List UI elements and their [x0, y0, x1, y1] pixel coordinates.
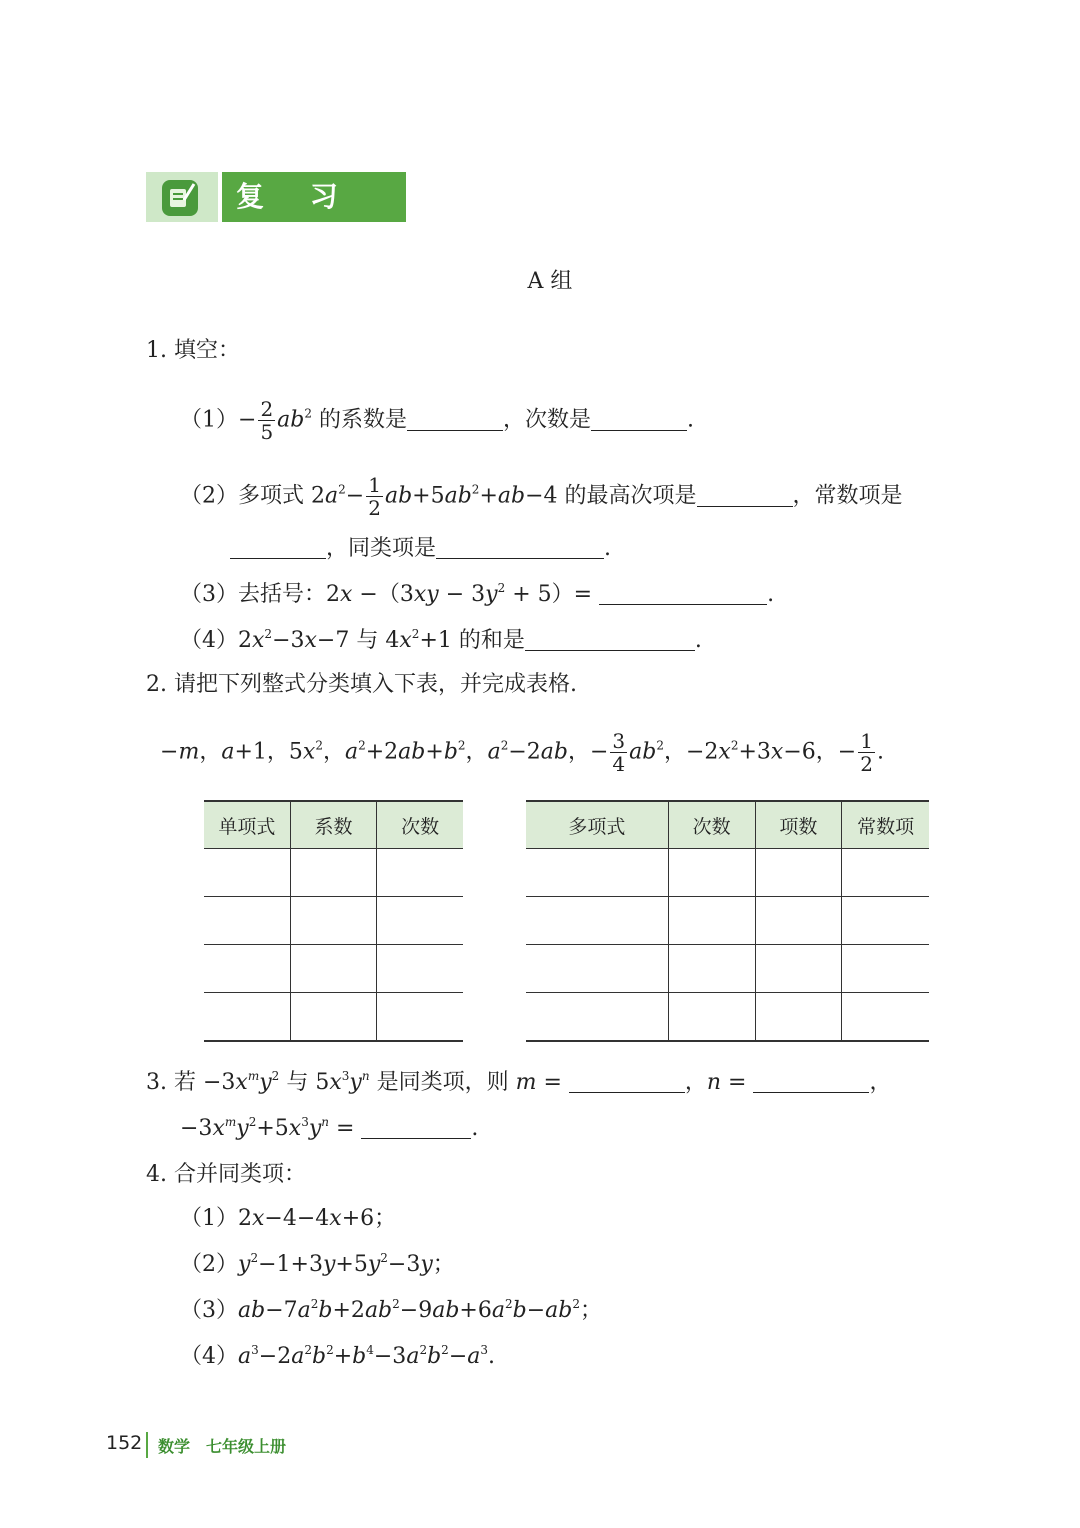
- monomial-table: [204, 800, 463, 1042]
- answer-blank[interactable]: [591, 408, 687, 431]
- q4-label: （3）: [180, 1298, 238, 1323]
- q2-expressions: −m，a+1，$5x^2$，$a^2+2ab+b^2$，$a^2-2ab$，− $\frac{3}{4}$ $ab^2$，$-2x^2+3x-6$，− $\frac{1}{2}$ .: [160, 729, 884, 776]
- q1-p2-sep2: ，同类项是: [326, 536, 437, 561]
- answer-blank[interactable]: [361, 1116, 471, 1139]
- q1-p1-label: （1）: [180, 407, 238, 433]
- q1-p3-lead: 去括号：: [238, 582, 327, 607]
- answer-blank[interactable]: [599, 582, 767, 605]
- q3-line2: $-3x^my^2+5x^3y^n$ = .: [180, 1115, 479, 1141]
- answer-blank[interactable]: [230, 536, 326, 559]
- q1-p2-end: .: [604, 536, 612, 561]
- answer-blank[interactable]: [569, 1070, 685, 1093]
- q1-p2-label: （2）: [180, 483, 238, 509]
- q1-p4-mid: 与: [356, 628, 379, 653]
- q1-part2: （2）多项式 $2a^2-$ $\frac{1}{2}$ $ab+5ab^2+ab-4$ 的最高次项是 ，常数项是: [180, 473, 903, 520]
- q1-part1: （1）− $\frac{2}{5}$ $ab^2$ 的系数是 ，次数是 .: [180, 397, 695, 444]
- q2-title: 2. 请把下列整式分类填入下表，并完成表格.: [146, 672, 577, 697]
- q4-part1: （1）2x−4−4x+6；: [180, 1206, 397, 1231]
- q1-title: 1. 填空：: [146, 338, 240, 363]
- q4-part2: $(2)y^2-1+3y+5y^2-3y$；: [180, 1251, 455, 1277]
- answer-blank[interactable]: [407, 408, 503, 431]
- q3-sep2: ，: [869, 1070, 892, 1095]
- q4-title: 4. 合并同类项：: [146, 1162, 306, 1187]
- q1-p4-tail: 的和是: [458, 628, 525, 653]
- table-header: 单项式: [204, 801, 290, 849]
- answer-blank[interactable]: [525, 628, 695, 651]
- answer-blank[interactable]: [436, 536, 604, 559]
- q1-p1-end: .: [687, 407, 695, 433]
- q1-part3: （3）去括号：$2x -(3xy - 3y^2 + 5)=$ .: [180, 581, 775, 607]
- q4-part4: $(4)a^3-2a^2b^2+b^4-3a^2b^2-a^3$.: [180, 1343, 496, 1369]
- q1-p4-end: .: [694, 628, 702, 653]
- q3-mid: 与: [286, 1070, 309, 1095]
- q1-p3-label: （3）: [180, 582, 238, 607]
- q1-p4-label: （4）: [180, 628, 238, 653]
- table-row: [526, 993, 929, 1042]
- q1-p1-text: 的系数是: [319, 407, 408, 433]
- q1-part4: $(4)2x^2-3x-7$ 与 $4x^2+1$ 的和是 .: [180, 627, 702, 653]
- table-row: [204, 993, 463, 1042]
- table-row: [526, 897, 929, 945]
- q1-p2-sep: ，常数项是: [792, 483, 903, 509]
- table-header: 次数: [377, 801, 463, 849]
- q1-p1-sep: ，次数是: [503, 407, 592, 433]
- table-header: 系数: [290, 801, 377, 849]
- table-row: [526, 849, 929, 897]
- table-header: 次数: [668, 801, 755, 849]
- answer-blank[interactable]: [753, 1070, 869, 1093]
- table-row: [204, 897, 463, 945]
- table-row: [204, 849, 463, 897]
- q3-line1: 3. 若 $-3x^my^2$ 与 $5x^3y^n$ 是同类项，则 m = ，n = ，: [146, 1069, 892, 1095]
- q1-p3-end: .: [767, 582, 775, 607]
- table-header: 项数: [755, 801, 842, 849]
- q4-part3: $(3)ab-7a^2b+2ab^2-9ab+6a^2b-ab^2$；: [180, 1297, 603, 1323]
- q1-p2-text: 的最高次项是: [564, 483, 697, 509]
- q3-title: 3. 若: [146, 1070, 196, 1095]
- answer-blank[interactable]: [697, 484, 793, 507]
- section-title: 复 习 题: [222, 172, 406, 222]
- q4-label: （4）: [180, 1344, 238, 1369]
- q1-p2-lead: 多项式: [238, 483, 305, 509]
- footer-divider: [146, 1432, 148, 1458]
- q4-label: （2）: [180, 1252, 238, 1277]
- polynomial-table: [526, 800, 929, 1042]
- q4-label: （1）: [180, 1206, 238, 1231]
- book-title: 数学 七年级上册: [158, 1437, 287, 1456]
- q3-tail: 是同类项，则: [376, 1070, 509, 1095]
- group-heading: A 组: [527, 269, 573, 294]
- pencil-note-icon: [162, 180, 198, 216]
- table-header: 常数项: [842, 801, 929, 849]
- table-row: [204, 945, 463, 993]
- page-number: 152: [106, 1432, 143, 1454]
- table-row: [526, 945, 929, 993]
- q3-end: .: [471, 1116, 479, 1141]
- q1-part2-cont: [230, 534, 611, 564]
- table-header: 多项式: [526, 801, 668, 849]
- q3-sep: ，: [684, 1070, 707, 1095]
